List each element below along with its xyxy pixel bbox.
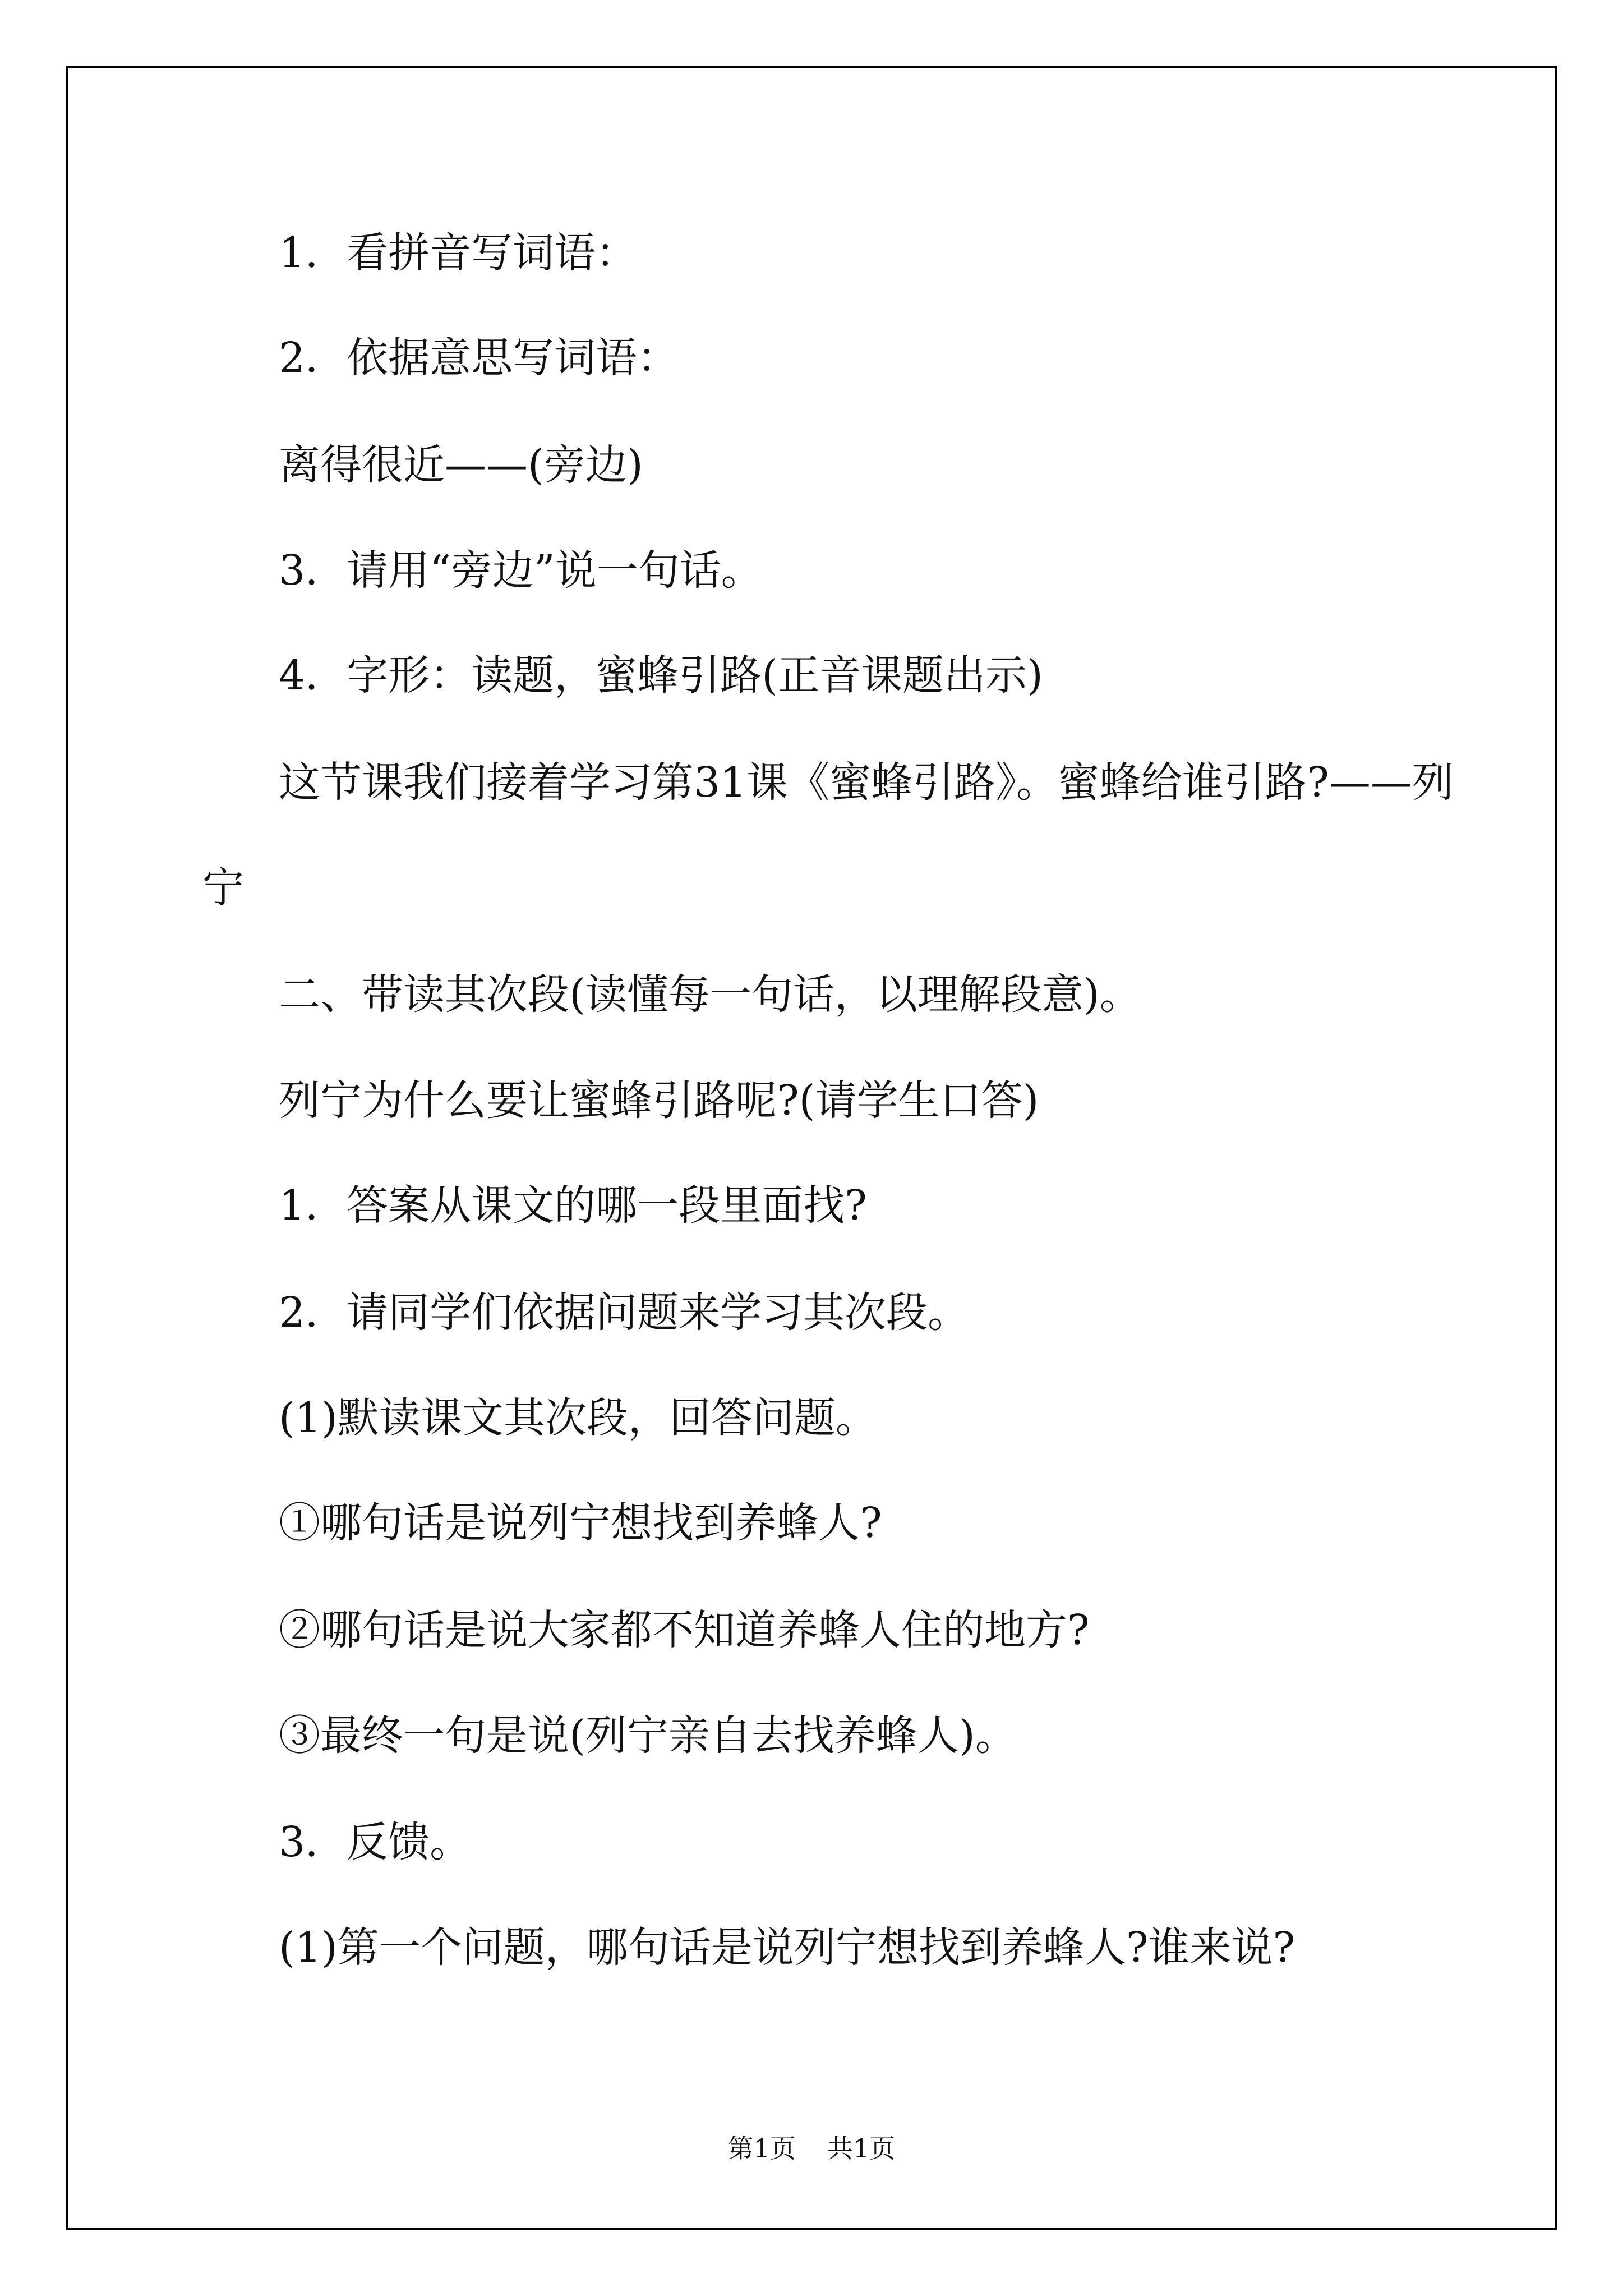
total-pages: 共1页: [827, 2133, 896, 2164]
text-line-6: 这节课我们接着学习第31课《蜜蜂引路》。蜜蜂给谁引路?——列: [279, 758, 1454, 807]
text-line-16: 3．反馈。: [279, 1818, 472, 1866]
text-line-10: 1．答案从课文的哪一段里面找?: [279, 1181, 867, 1230]
text-line-9: 列宁为什么要让蜜蜂引路呢?(请学生口答): [279, 1076, 1039, 1125]
text-line-17: (1)第一个问题，哪句话是说列宁想找到养蜂人?谁来说?: [279, 1924, 1295, 1972]
text-line-12: (1)默读课文其次段，回答问题。: [279, 1394, 877, 1442]
text-line-3: 离得很近——(旁边): [279, 441, 643, 489]
text-line-11: 2．请同学们依据问题来学习其次段。: [279, 1289, 970, 1337]
text-line-4: 3．请用“旁边”说一句话。: [279, 546, 763, 595]
text-line-8: 二、带读其次段(读懂每一句话，以理解段意)。: [279, 970, 1141, 1019]
text-line-13: ①哪句话是说列宁想找到养蜂人?: [279, 1499, 882, 1547]
current-page-number: 第1页: [727, 2133, 796, 2164]
text-line-2: 2．依据意思写词语：: [279, 334, 679, 382]
text-line-5: 4．字形：读题，蜜蜂引路(正音课题出示): [279, 651, 1043, 700]
text-line-15: ③最终一句是说(列宁亲自去找养蜂人)。: [279, 1711, 1017, 1760]
text-line-1: 1．看拼音写词语：: [279, 229, 638, 277]
text-line-7: 宁: [202, 864, 244, 912]
text-line-14: ②哪句话是说大家都不知道养蜂人住的地方?: [279, 1606, 1090, 1654]
page-footer: [0, 2128, 1623, 2165]
